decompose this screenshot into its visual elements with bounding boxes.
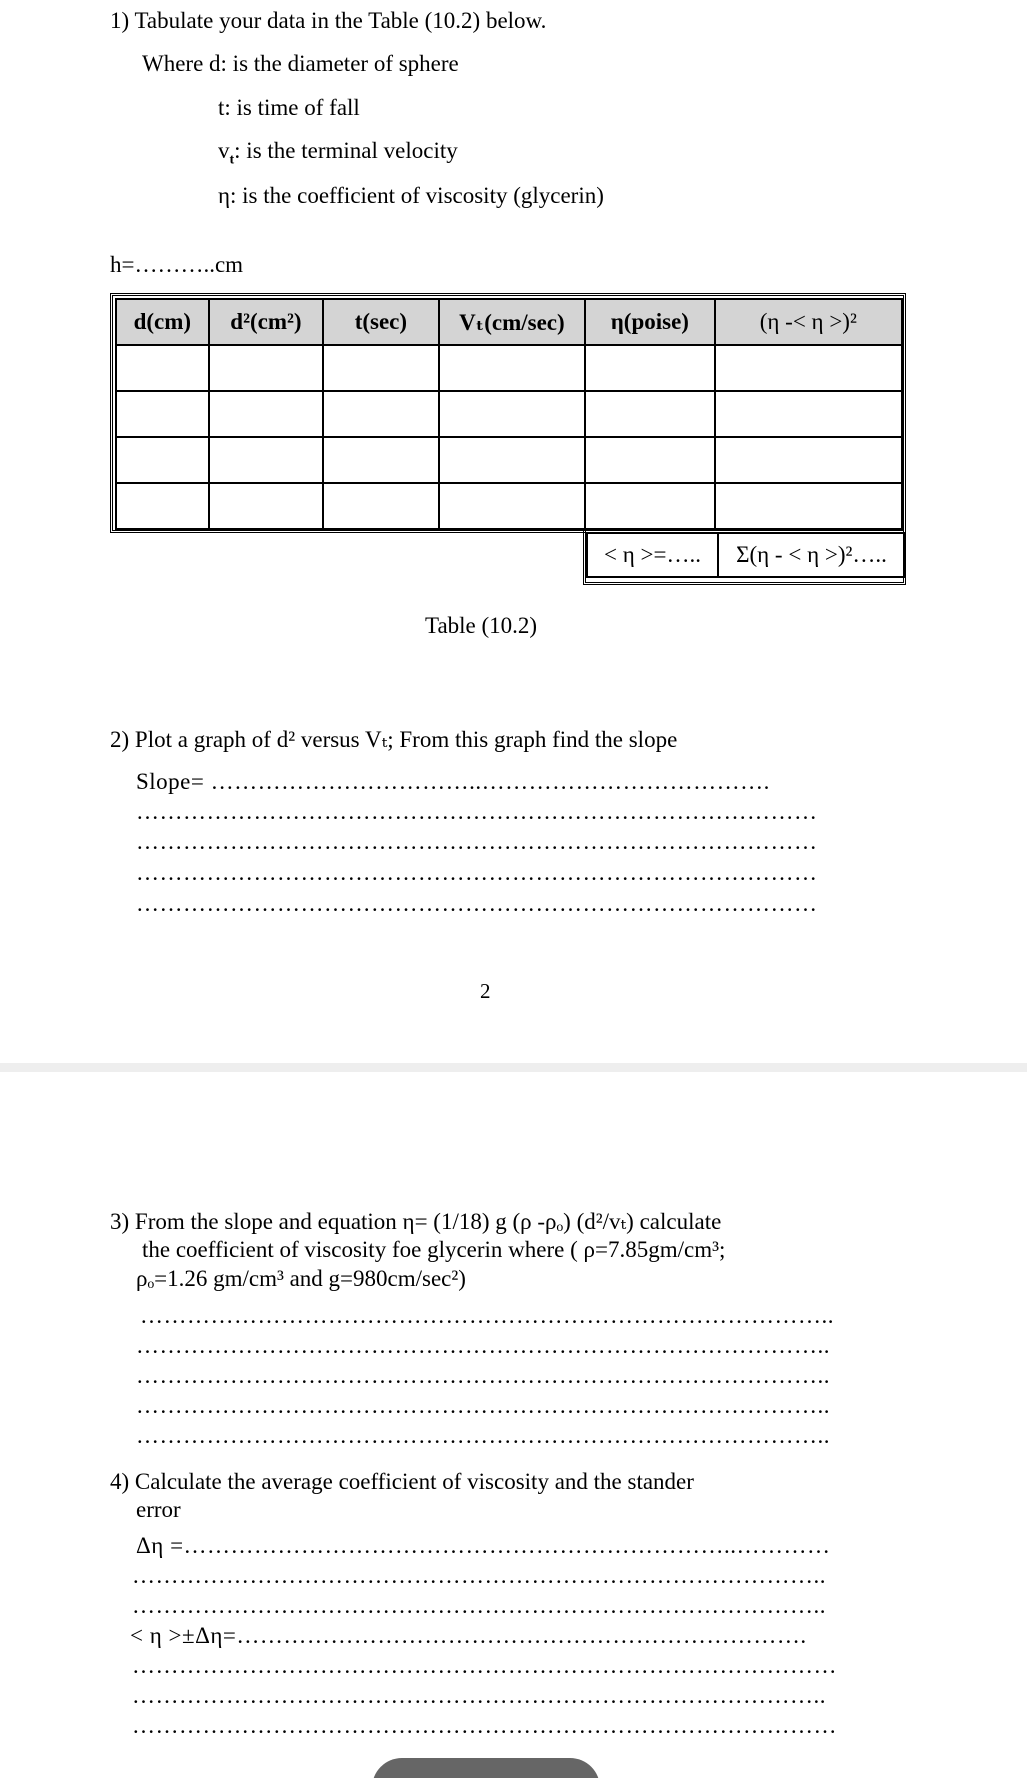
table-row <box>116 345 902 391</box>
table-cell[interactable] <box>323 345 438 391</box>
table-row <box>116 483 902 529</box>
table-header-row <box>116 299 902 345</box>
data-table-frame <box>110 293 906 533</box>
answer-line: …………………………………………………………………………… <box>136 799 818 824</box>
floating-action-button[interactable] <box>372 1758 600 1778</box>
item-4-line-1: 4) Calculate the average coefficient of viscosity and the stander <box>110 1469 694 1494</box>
table-cell[interactable] <box>439 437 586 483</box>
answer-line: …………………………………………………………………………….. <box>136 1423 830 1448</box>
table-caption: Table (10.2) <box>425 613 538 638</box>
header-d: d(cm) <box>116 299 209 345</box>
table-cell[interactable] <box>323 391 438 437</box>
table-cell[interactable] <box>439 345 586 391</box>
table-cell[interactable] <box>116 437 209 483</box>
table-cell[interactable] <box>209 483 324 529</box>
table-cell[interactable] <box>715 345 902 391</box>
answer-line: …………………………………………………………………………….. <box>136 1363 830 1388</box>
table-cell[interactable] <box>585 391 714 437</box>
table-cell[interactable] <box>715 483 902 529</box>
header-d-squared: d²(cm²) <box>209 299 324 345</box>
header-velocity: Vₜ(cm/sec) <box>439 299 586 345</box>
table-cell[interactable] <box>715 391 902 437</box>
sum-deviation-cell: Σ(η - < η >)²….. <box>717 532 906 578</box>
header-time: t(sec) <box>323 299 438 345</box>
answer-line: ……………………………………………………………………………… <box>132 1713 837 1738</box>
table-cell[interactable] <box>715 437 902 483</box>
delta-eta-label: Δη =……………………………………………………………..………… <box>136 1533 831 1558</box>
table-cell[interactable] <box>585 345 714 391</box>
answer-line: …………………………………………………………………………….. <box>140 1303 834 1328</box>
answer-line: ……………………………………………………………………………… <box>132 1653 837 1678</box>
answer-line: …………………………………………………………………………….. <box>136 1393 830 1418</box>
item-3-line-2: the coefficient of viscosity foe glycerin where ( ρ=7.85gm/cm³; <box>142 1237 726 1262</box>
table-cell[interactable] <box>323 437 438 483</box>
header-eta: η(poise) <box>585 299 714 345</box>
item-3-line-1: 3) From the slope and equation η= (1/18) g (ρ -ρₒ) (d²/vₜ) calculate <box>110 1209 722 1234</box>
summary-row-frame <box>583 530 906 585</box>
table-cell[interactable] <box>585 483 714 529</box>
header-eta-deviation: (η -< η >)² <box>715 299 902 345</box>
table-cell[interactable] <box>209 391 324 437</box>
item-1-title: 1) Tabulate your data in the Table (10.2) below. <box>110 8 547 33</box>
table-cell[interactable] <box>323 483 438 529</box>
item-2-title: 2) Plot a graph of d² versus Vₜ; From this graph find the slope <box>110 727 678 752</box>
definition-vt: $v_t$: is the terminal velocity <box>218 138 458 168</box>
table-cell[interactable] <box>116 345 209 391</box>
table-cell[interactable] <box>209 345 324 391</box>
table-cell[interactable] <box>439 391 586 437</box>
definition-eta: η: is the coefficient of viscosity (glycerin) <box>218 183 604 208</box>
answer-line: …………………………………………………………………………… <box>136 829 818 854</box>
item-4-line-2: error <box>136 1497 181 1522</box>
table-row <box>116 391 902 437</box>
page-2 <box>0 1072 1027 1778</box>
answer-line: …………………………………………………………………………….. <box>132 1563 826 1588</box>
answer-line: …………………………………………………………………………….. <box>132 1593 826 1618</box>
slope-label: Slope= ……………………………..………………………………. <box>136 769 770 794</box>
table-row <box>116 437 902 483</box>
item-3-line-3: ρₒ=1.26 gm/cm³ and g=980cm/sec²) <box>136 1266 466 1291</box>
h-label: h=………..cm <box>110 252 244 277</box>
page-number: 2 <box>480 979 491 1003</box>
mean-eta-cell: < η >=….. <box>586 532 719 578</box>
table-cell[interactable] <box>116 483 209 529</box>
answer-line: …………………………………………………………………………….. <box>136 1333 830 1358</box>
answer-line: …………………………………………………………………………… <box>136 891 818 916</box>
answer-line: …………………………………………………………………………….. <box>132 1683 826 1708</box>
definition-d: Where d: is the diameter of sphere <box>142 51 459 76</box>
data-table <box>115 298 903 530</box>
table-cell[interactable] <box>209 437 324 483</box>
answer-line: …………………………………………………………………………… <box>136 860 818 885</box>
table-cell[interactable] <box>116 391 209 437</box>
definition-t: t: is time of fall <box>218 95 360 120</box>
table-cell[interactable] <box>585 437 714 483</box>
result-label: < η >±Δη=………………………………………………………………. <box>130 1623 807 1648</box>
page-separator <box>0 1063 1027 1072</box>
table-cell[interactable] <box>439 483 586 529</box>
